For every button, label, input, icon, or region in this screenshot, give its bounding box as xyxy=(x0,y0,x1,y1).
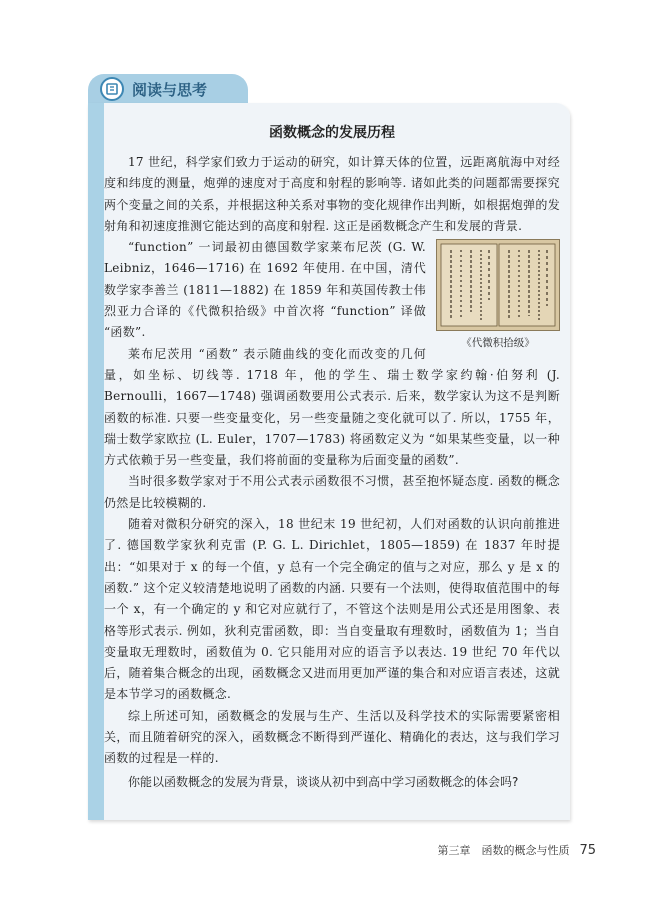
chapter-title: 第三章 函数的概念与性质 xyxy=(437,844,570,857)
section-tab xyxy=(88,74,248,104)
paragraph-1: 17 世纪，科学家们致力于运动的研究，如计算天体的位置，远距离航海中对经度和纬度的测量，炮弹的速度对于高度和射程的影响等. 诸如此类的问题都需要探究两个变量之间的关系，并根据这种关系对事物的变化规律作出判断，如根据炮弹的发射角和初速度推测它能达到的高度和射程. 这正是函数概念产生和发展的背景. xyxy=(104,155,560,233)
paragraph-2: “function” 一词最初由德国数学家莱布尼茨 (G. W. Leibniz，1646—1716) 在 1692 年使用. 在中国，清代数学家李善兰 (1811—1882) 在 1859 年和英国传教士伟烈亚力合译的《代微积拾级》中首次将 “function” 译做 “函数”. xyxy=(104,240,426,340)
book-page-image xyxy=(436,239,560,331)
article-title: 函数概念的发展历程 xyxy=(269,125,395,141)
page-number: 75 xyxy=(579,843,596,858)
paragraph-5: 随着对微积分研究的深入，18 世纪末 19 世纪初，人们对函数的认识向前推进了. 德国数学家狄利克雷 (P. G. L. Dirichlet，1805—1859) 在 1837 年时提出：“如果对于 x 的每一个值，y 总有一个完全确定的值与之对应，那么 y 是 x 的函数.” 这个定义较清楚地说明了函数的内涵. 只要有一个法则，使得取值范围中的每一个 x，有一个确定的 y 和它对应就行了，不管这个法则是用公式还是用图象、表格等形式表示. 例如，狄利克雷函数，即：当自变量取有理数时，函数值为 1；当自变量取无理数时，函数值为 0. 它只能用对应的语言予以表达. 19 世纪 70 年代以后，随着集合概念的出现，函数概念又进而用更加严谨的集合和对应语言表述，这就是本节学习的函数概念. xyxy=(104,517,560,702)
reflection-question: 你能以函数概念的发展为背景，谈谈从初中到高中学习函数概念的体会吗? xyxy=(128,774,519,789)
paragraph-4: 当时很多数学家对于不用公式表示函数很不习惯，甚至抱怀疑态度. 函数的概念仍然是比较模糊的. xyxy=(104,474,560,510)
paragraph-6: 综上所述可知，函数概念的发展与生产、生活以及科学技术的实际需要紧密相关，而且随着研究的深入，函数概念不断得到严谨化、精确化的表达，这与我们学习函数的过程是一样的. xyxy=(104,708,560,766)
figure-daiweijishiji xyxy=(436,239,560,350)
figure-caption: 《代微积拾级》 xyxy=(461,337,535,350)
paragraph-3: 莱布尼茨用 “函数” 表示随曲线的变化而改变的几何量，如坐标、切线等. 1718 年，他的学生、瑞士数学家约翰·伯努利 (J. Bernoulli，1667—1748) 强调函数要用公式表示. 后来，数学家认为这不是判断函数的标准. 只要一些变量变化，另一些变量随之变化就可以了. 所以，1755 年，瑞士数学家欧拉 (L. Euler，1707—1783) 将函数定义为 “如果某些变量，以一种方式依赖于另一些变量，我们将前面的变量称为后面变量的函数”. xyxy=(104,346,560,468)
page-footer xyxy=(437,842,596,858)
section-label: 阅读与思考 xyxy=(132,80,208,99)
article-content xyxy=(104,112,560,818)
book-icon xyxy=(100,77,124,101)
